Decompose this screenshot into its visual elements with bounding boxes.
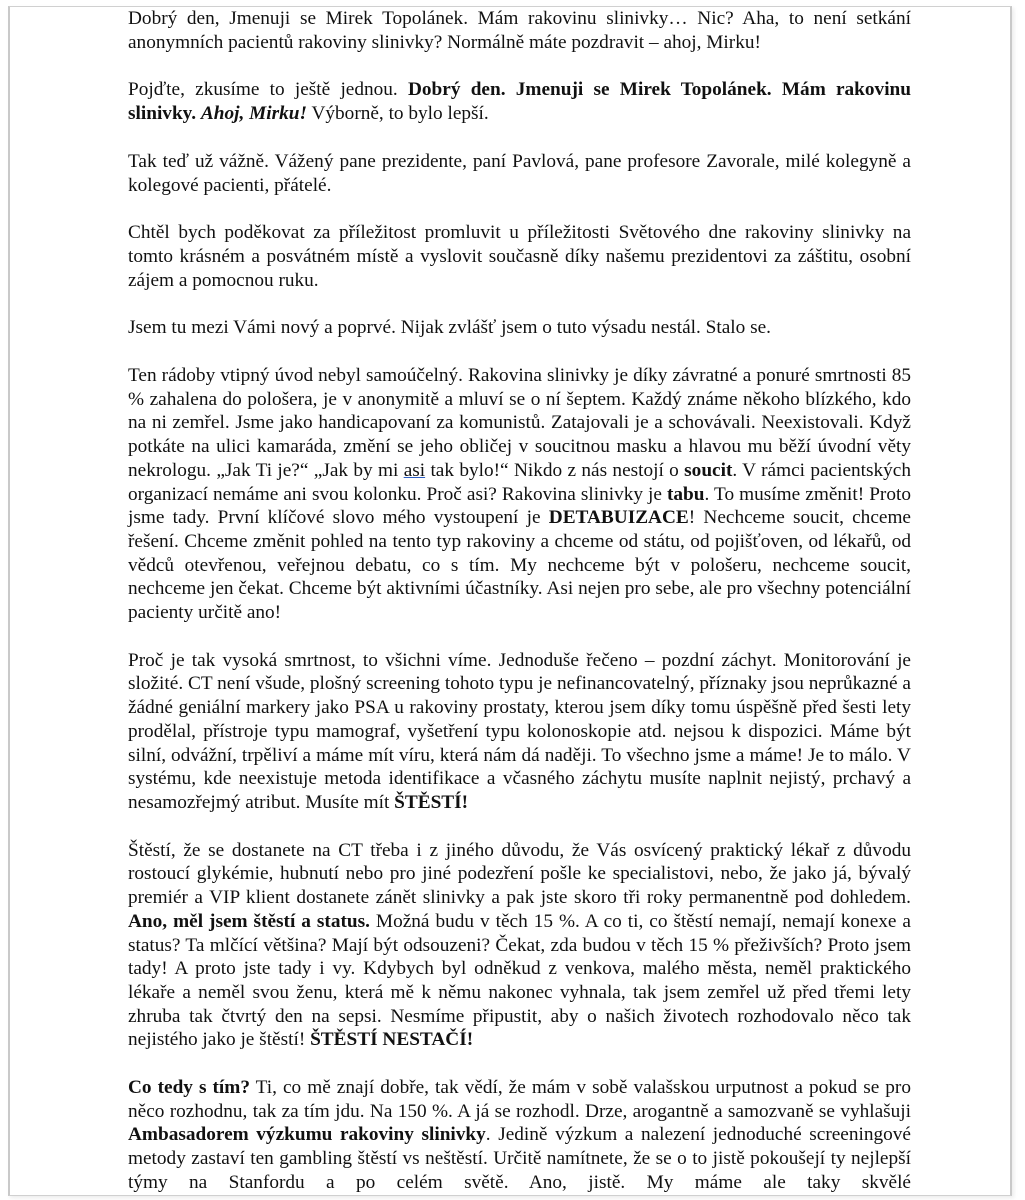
text-run: Výborně, to bylo lepší. [307, 103, 489, 125]
emphasized-text: Co tedy s tím? [128, 1077, 250, 1099]
text-run: . V rámci pacientských organizací nemáme ani svou kolonku. Proč asi? Rakovina slinivky je [128, 459, 911, 505]
text-run: Chtěl bych poděkovat za příležitost promluvit u příležitosti Světového dne rakoviny slinivky na tomto krásném a posvátném místě a vyslovit současně díky našemu prezidentovi za záštitu, osobní zájem a pomocnou ruku. [128, 222, 911, 291]
document-body [128, 7, 911, 1196]
text-run: . To musíme změnit! Proto jsme tady. První klíčové slovo mého vystoupení je [128, 483, 911, 529]
paragraph-salutation [128, 150, 911, 197]
text-run: Štěstí, že se dostanete na CT třeba i z jiného důvodu, že Vás osvícený praktický lékař z důvodu rostoucí glykémie, hubnutí nebo pro jiné podezření pošle ke specialistovi, nebo, že jako já, bývalý premiér a VIP klient dostanete zánět slinivky a pak jste skoro tři roky permanentně pod dohledem. [128, 839, 911, 909]
text-run: ! Nechceme soucit, chceme řešení. Chceme změnit pohled na tento typ rakoviny a chceme od státu, od pojišťoven, od lékařů, od vědců otevřenou, veřejnou debatu, co s tím. My nechceme být v pološeru, nechceme soucit, nechceme jen čekat. Chceme být aktivními účastníky. Asi nejen pro sebe, ale pro všechny potenciální pacienty určitě ano! [128, 507, 911, 624]
text-run: Tak teď už vážně. Vážený pane prezidente, paní Pavlová, pane profesore Zavorale, milé kolegyně a kolegové pacienti, přátelé. [128, 150, 911, 196]
text-run: Jsem tu mezi Vámi nový a poprvé. Nijak zvlášť jsem o tuto výsadu nestál. Stalo se. [128, 317, 771, 339]
paragraph-thanks [128, 221, 911, 292]
text-run: Pojďte, zkusíme to ještě jednou. [128, 79, 408, 101]
text-run: tak bylo!“ Nikdo z nás nestojí o [425, 459, 685, 481]
paragraph-luck [128, 839, 911, 1052]
emphasized-text: DETABUIZACE [548, 507, 689, 529]
emphasized-text: soucit [684, 459, 733, 481]
emphasized-text: Dobrý den. Jmenuji se Mirek Topolánek. Mám rakovinu slinivky. [128, 79, 911, 125]
text-run: Ti, co mě znají dobře, tak vědí, že mám v sobě valašskou urputnost a pokud se pro něco rozhodnu, tak za tím jdu. Na 150 %. A já se rozhodl. Drze, arogantně a samozvaně se vyhlašuji [128, 1077, 911, 1122]
emphasized-text: ŠTĚSTÍ! [394, 791, 469, 813]
paragraph-mortality [128, 649, 911, 815]
text-run: Proč je tak vysoká smrtnost, to všichni víme. Jednoduše řečeno – pozdní záchyt. Monitorování je složité. CT není všude, plošný screening tohoto typu je nefinancovatelný, příznaky jsou neprůkazné a žádné geniální markery jako PSA u rakoviny prostaty, kterou jsem díky tomu úspěšně před šesti lety prodělal, přístroje typu mamograf, vyšetření typu kolonoskopie atd. nejsou k dispozici. Máme být silní, odvážní, trpěliví a máme mít víru, která nám dá naději. To všechno jsme a máme! Je to málo. V systému, kde neexistuje metoda identifikace a včasného záchytu musíte naplnit nejistý, prchavý a nesamozřejmý atribut. Musíte mít [128, 649, 911, 813]
paragraph-what-now [128, 1076, 911, 1195]
text-run: Ten rádoby vtipný úvod nebyl samoúčelný. Rakovina slinivky je díky závratné a ponuré smrtnosti 85 % zahalena do pološera, je v anonymitě a mluví se o ní šeptem. Každý známe někoho blízkého, kdo na ni zemřel. Jsme jako handicapovaní za komunistů. Zatajovali je a schovávali. Neexistovali. Když potkáte na ulici kamaráda, změní se jeho obličej v soucitnou masku a hlavou mu běží úvodní věty nekrologu. „Jak Ti je?“ „Jak by mi [128, 365, 911, 481]
emphasized-text: Ambasadorem výzkumu rakoviny slinivky [128, 1124, 486, 1146]
paragraph-second-try [128, 78, 911, 125]
emphasized-text: Ahoj, Mirku! [200, 103, 307, 125]
text-run: . Jedině výzkum a nalezení jednoduché screeningové metody zastaví ten gambling štěstí vs neštěstí. Určitě namítnete, že se o to jistě pokoušejí ty nejlepší týmy na Stanfordu a po celém světě. Ano, jistě. My máme ale taky skvělé [128, 1124, 911, 1193]
paragraph-newcomer [128, 316, 911, 340]
text-run: Možná budu v těch 15 %. A co ti, co štěstí nemají, nemají konexe a status? Ta mlčící většina? Mají být odsouzeni? Čekat, zda budou v těch 15 % přeživších? Proto jsem tady! A proto jste tady i vy. Kdybych byl odněkud z venkova, malého města, neměl praktického lékaře a neměl svou ženu, která mě k němu nakonec vyhnala, tak jsem zemřel už před třemi lety zhruba tak čtvrtý den na sepsi. Nesmíme připustit, aby o našich životech rozhodovalo něco tak nejistého jako je štěstí! [128, 910, 911, 1051]
paragraph-detabuization [128, 364, 911, 625]
paragraph-greeting [128, 7, 911, 54]
text-run: Dobrý den, Jmenuji se Mirek Topolánek. Mám rakovinu slinivky… Nic? Aha, to není setkání anonymních pacientů rakoviny slinivky? Normálně máte pozdravit – ahoj, Mirku! [128, 8, 911, 53]
underlined-word: asi [403, 459, 426, 481]
emphasized-text: Ano, měl jsem štěstí a status. [128, 910, 370, 932]
emphasized-text: tabu [667, 483, 705, 505]
emphasized-text: ŠTĚSTÍ NESTAČÍ! [310, 1029, 474, 1051]
document-page [8, 6, 1012, 1196]
